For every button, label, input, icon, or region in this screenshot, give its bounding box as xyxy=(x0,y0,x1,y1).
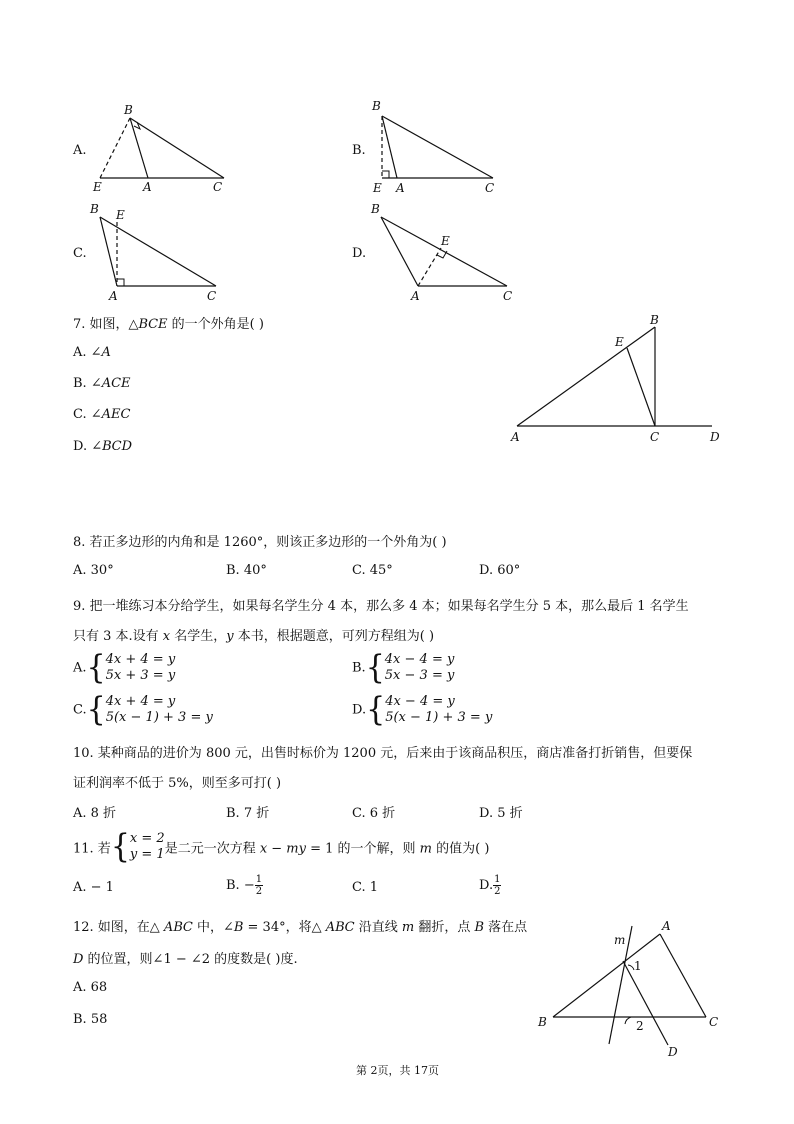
denominator: 2 xyxy=(255,886,263,897)
q7-option-c[interactable]: C. ∠𝐴𝐸𝐶 xyxy=(73,407,131,422)
numerator: 1 xyxy=(255,874,263,885)
option-label: D. xyxy=(352,702,367,718)
equation-1: 4𝑥 − 4 = 𝑦 xyxy=(385,694,455,709)
point-b-label: B xyxy=(650,313,659,327)
option-label: B. xyxy=(352,660,366,676)
point-b-label: B xyxy=(372,99,381,113)
q6-option-a-label: A. xyxy=(73,143,87,158)
equation-2: 5(𝑥 − 1) + 3 = 𝑦 xyxy=(385,710,493,725)
point-a-label: A xyxy=(511,430,520,444)
point-c-label: C xyxy=(650,430,660,444)
point-b-label: B xyxy=(124,103,133,117)
brace: { xyxy=(365,648,385,687)
q6-option-d-label: D. xyxy=(352,246,367,261)
q9-stem-line2: 只有 3 本.设有 𝑥 名学生，𝑦 本书，根据题意，可列方程组为( ) xyxy=(73,629,435,644)
q10-stem-line1: 10. 某种商品的进价为 800 元，出售时标价为 1200 元，后来由于该商品积压，商店准备打折销售，但要保 xyxy=(73,746,693,761)
point-e-label: E xyxy=(116,208,125,222)
line-m-label: m xyxy=(614,933,626,947)
q12-option-b[interactable]: B. 58 xyxy=(73,1012,108,1027)
option-label: C. xyxy=(73,702,87,718)
equation-2: 𝑦 = 1 xyxy=(129,847,165,862)
q10-option-c[interactable]: C. 6 折 xyxy=(352,806,396,821)
equation-1: 4𝑥 + 4 = 𝑦 xyxy=(105,694,176,709)
equation-2: 5𝑥 − 3 = 𝑦 xyxy=(384,668,455,683)
brace: { xyxy=(110,827,130,866)
q10-option-a[interactable]: A. 8 折 xyxy=(73,806,117,821)
point-d-label: D xyxy=(668,1045,678,1059)
q7-option-a[interactable]: A. ∠𝐴 xyxy=(73,345,111,360)
point-b-label: B xyxy=(90,202,99,216)
q8-option-c[interactable]: C. 45° xyxy=(352,563,393,578)
q6-option-b-label: B. xyxy=(352,143,366,158)
brace: { xyxy=(366,690,386,729)
point-c-label: C xyxy=(503,289,513,303)
point-c-label: C xyxy=(709,1015,719,1029)
q8-option-b[interactable]: B. 40° xyxy=(226,563,267,578)
equation-2: 5𝑥 + 3 = 𝑦 xyxy=(105,668,176,683)
q11-suffix: 是二元一次方程 𝑥 − 𝑚𝑦 = 1 的一个解，则 𝑚 的值为( ) xyxy=(164,841,490,857)
angle-2-label: 2 xyxy=(636,1019,644,1033)
point-c-label: C xyxy=(213,180,223,194)
q12-stem-line2: 𝐷 的位置，则∠1 − ∠2 的度数是( )度. xyxy=(73,952,298,967)
point-c-label: C xyxy=(485,181,495,195)
q8-option-d[interactable]: D. 60° xyxy=(479,563,521,578)
point-a-label: A xyxy=(109,289,118,303)
q7-stem: 7. 如图，△𝐵𝐶𝐸 的一个外角是( ) xyxy=(73,317,264,332)
q10-option-b[interactable]: B. 7 折 xyxy=(226,806,270,821)
point-c-label: C xyxy=(207,289,217,303)
point-a-label: A xyxy=(396,181,405,195)
point-a-label: A xyxy=(662,919,671,933)
angle-1-label: 1 xyxy=(634,959,642,973)
q8-option-a[interactable]: A. 30° xyxy=(73,563,114,578)
q11-option-c[interactable]: C. 1 xyxy=(352,880,379,895)
option-label: A. xyxy=(73,660,87,676)
q12-option-a[interactable]: A. 68 xyxy=(73,980,108,995)
page-footer: 第 2页，共 17页 xyxy=(356,1064,439,1077)
q9-stem-line1: 9. 把一堆练习本分给学生，如果每名学生分 4 本，那么多 4 本；如果每名学生分 5 本，那么最后 1 名学生 xyxy=(73,599,689,614)
q8-stem: 8. 若正多边形的内角和是 1260°，则该正多边形的一个外角为( ) xyxy=(73,535,447,550)
option-label: B. − xyxy=(226,878,255,893)
point-e-label: E xyxy=(373,181,382,195)
q10-stem-line2: 证利润率不低于 5%，则至多可打( ) xyxy=(73,776,282,791)
option-label: D. xyxy=(479,878,494,893)
q11-option-a[interactable]: A. − 1 xyxy=(73,880,114,895)
point-b-label: B xyxy=(538,1015,547,1029)
point-a-label: A xyxy=(143,180,152,194)
q7-option-d[interactable]: D. ∠𝐵𝐶𝐷 xyxy=(73,439,133,454)
q7-option-b[interactable]: B. ∠𝐴𝐶𝐸 xyxy=(73,376,131,391)
q6-option-c-label: C. xyxy=(73,246,87,261)
denominator: 2 xyxy=(494,886,501,897)
q10-option-d[interactable]: D. 5 折 xyxy=(479,806,523,821)
q11-prefix: 11. 若 xyxy=(73,841,111,857)
brace: { xyxy=(86,648,106,687)
q12-stem-line1: 12. 如图，在△ 𝐴𝐵𝐶 中，∠𝐵 = 34°，将△ 𝐴𝐵𝐶 沿直线 𝑚 翻折，点 𝐵 落在点 xyxy=(73,920,528,935)
point-a-label: A xyxy=(411,289,420,303)
equation-1: 4𝑥 − 4 = 𝑦 xyxy=(384,652,455,667)
point-e-label: E xyxy=(615,335,624,349)
equation-1: 𝑥 = 2 xyxy=(129,831,165,846)
equation-2: 5(𝑥 − 1) + 3 = 𝑦 xyxy=(105,710,213,725)
numerator: 1 xyxy=(494,874,501,885)
point-e-label: E xyxy=(93,180,102,194)
point-d-label: D xyxy=(710,430,720,444)
point-e-label: E xyxy=(441,234,450,248)
brace: { xyxy=(86,690,106,729)
equation-1: 4𝑥 + 4 = 𝑦 xyxy=(105,652,176,667)
point-b-label: B xyxy=(371,202,380,216)
